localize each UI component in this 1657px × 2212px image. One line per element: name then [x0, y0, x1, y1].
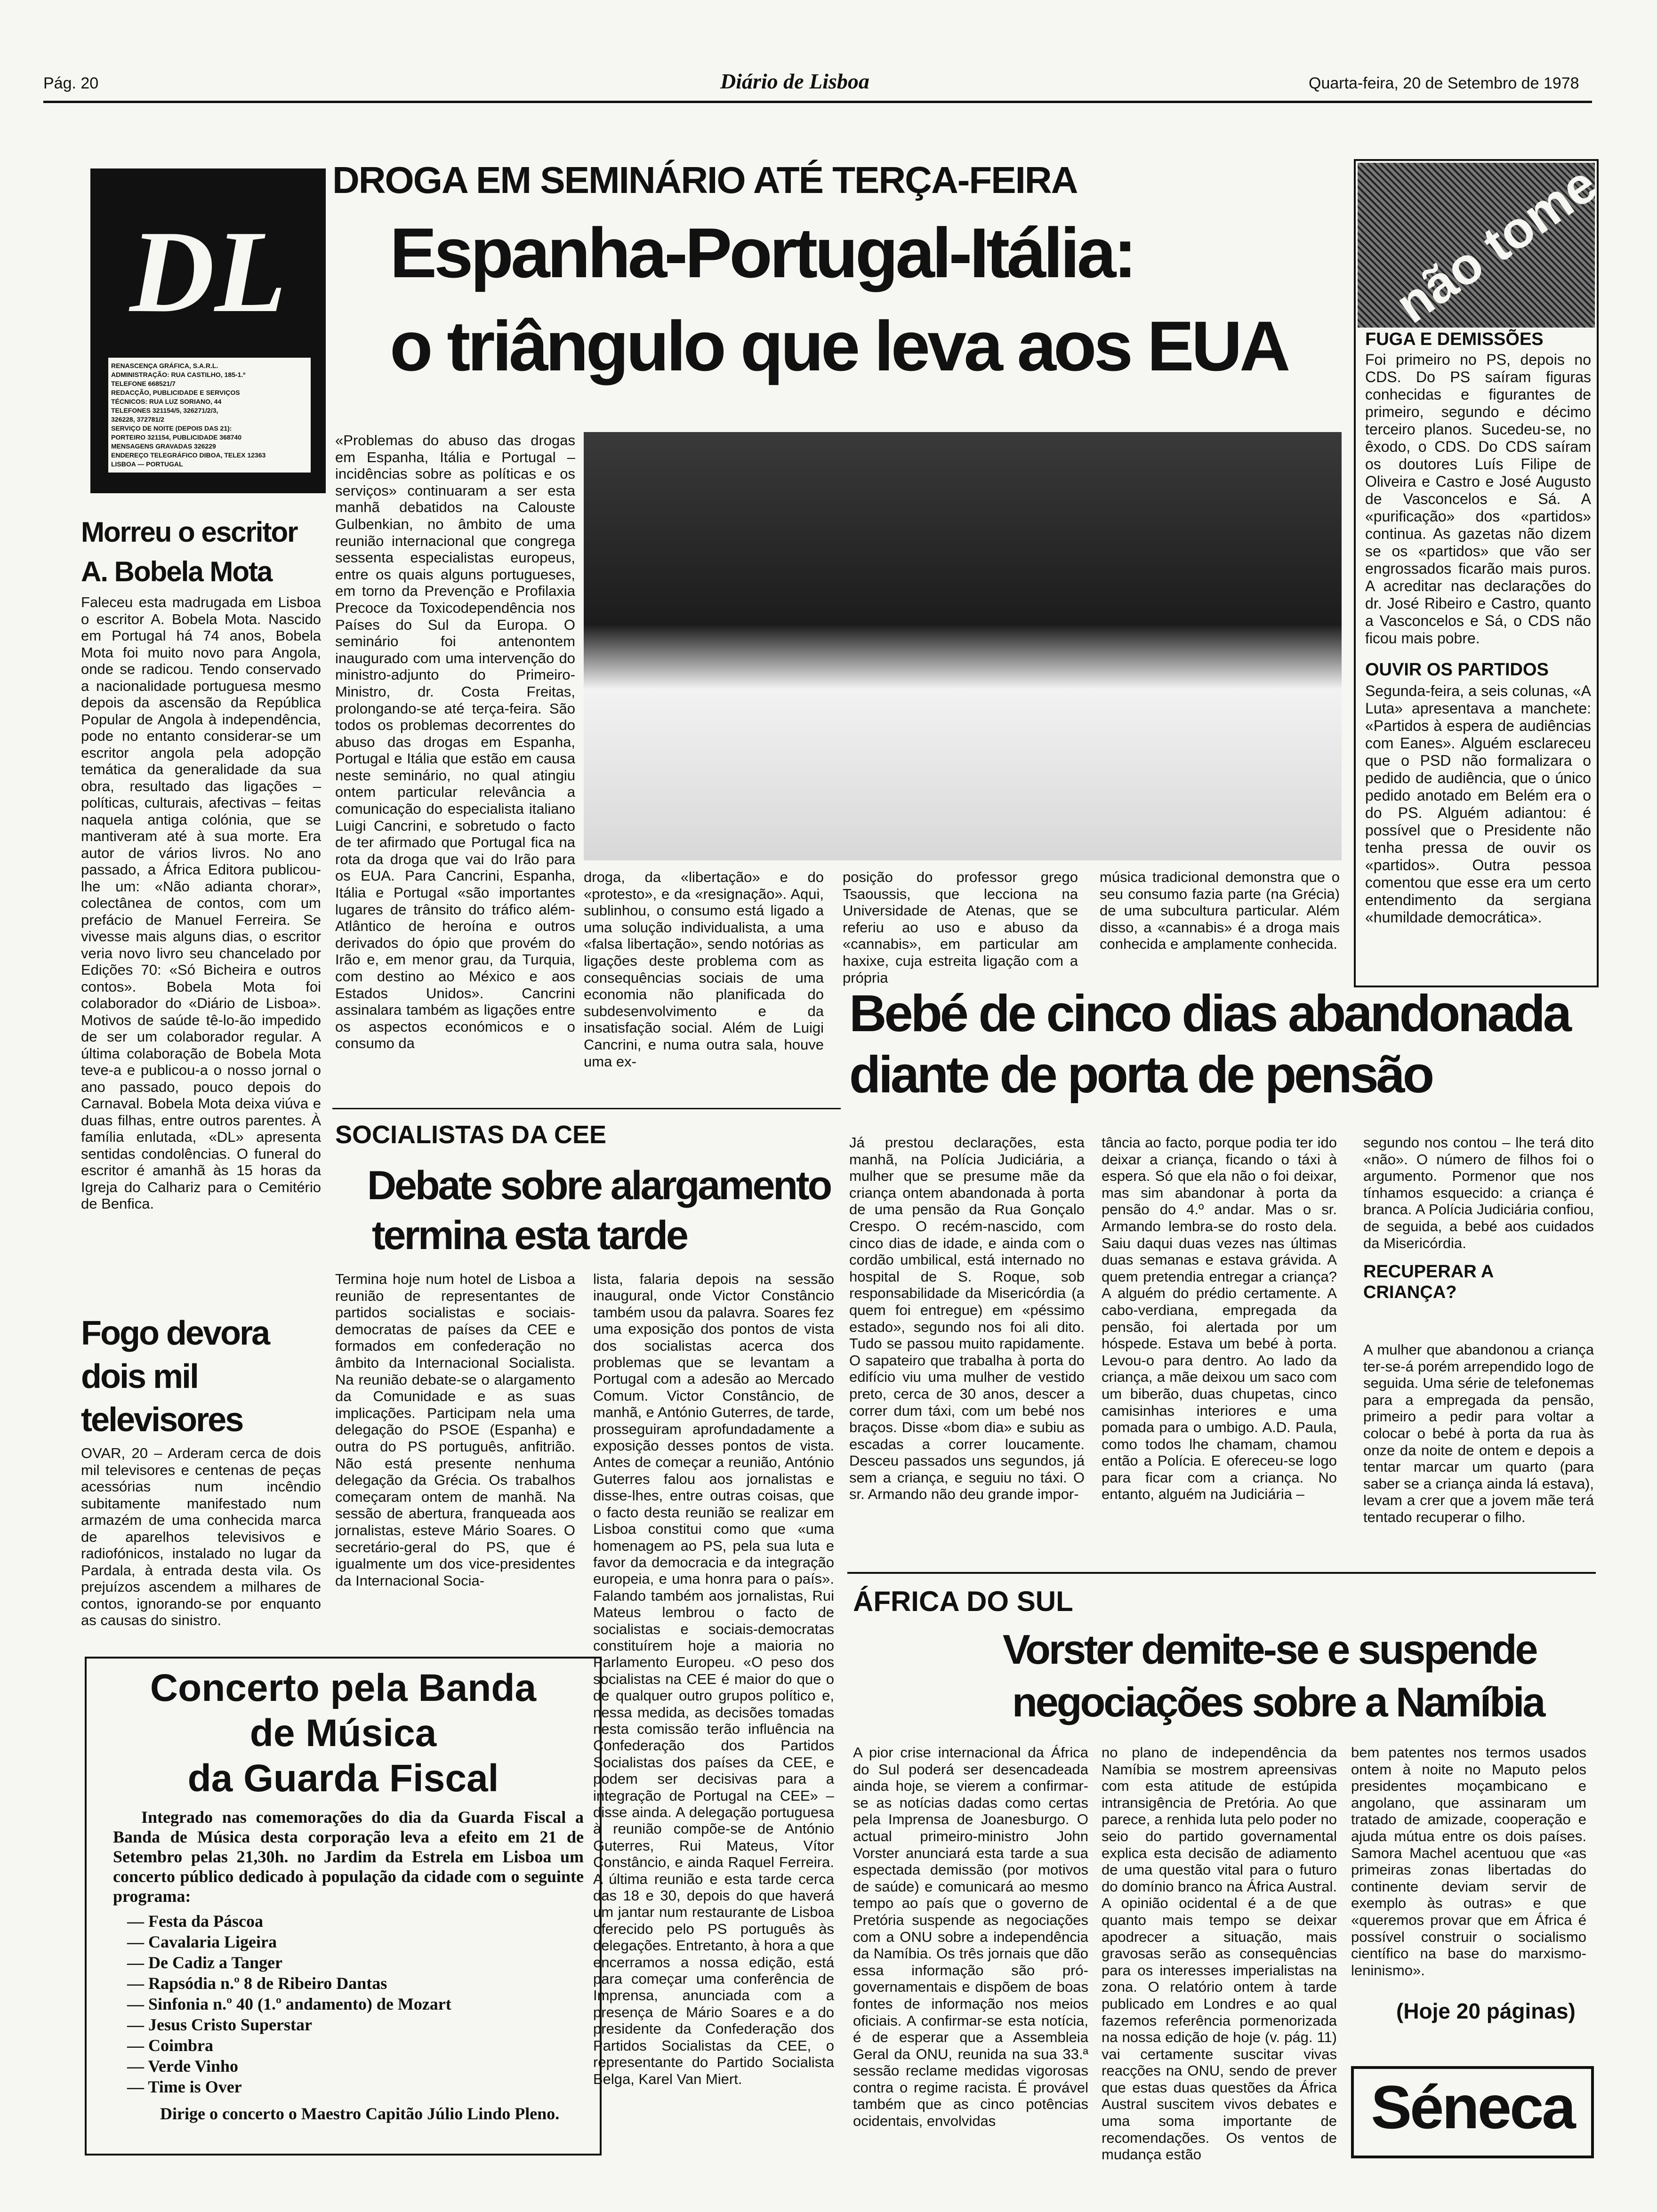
ouvir-heading: OUVIR OS PARTIDOS	[1365, 660, 1549, 680]
lead-col-1: «Problemas do abuso das drogas em Espanha, Itália e Portugal – incidências sobre as políticas e os serviços» continuaram a ser esta manhã debatidos na Calouste Gulbenkian, no âmbito de uma reunião internacional que congrega sessenta especialistas europeus, entre os quais alguns portugueses, em torno da Prevenção e Profilaxia Precoce da Toxicodependência nos Países do Sul da Europa. O seminário foi antenontem inaugurado com uma intervenção do ministro-adjunto do Primeiro-Ministro, dr. Costa Freitas, prolongando-se até terça-feira. São todos os problemas decorrentes do abuso das drogas em Espanha, Portugal e Itália que estão em causa neste seminário, no qual atingiu ontem particular relevância a comunicação do especialista italiano Luigi Cancrini, e sobretudo o facto de ter afirmado que Portugal fica na rota da droga que vai do Irão para os EUA. Para Cancrini, Espanha, Itália e Portugal «são importantes lugares de trânsito do tráfico além-Atlântico de heroína e outros derivados do ópio que provém do Irão e, em menor grau, da Turquia, com destino ao México e aos Estados Unidos». Cancrini assinalara também as ligações entre os aspectos económicos e o consumo da	[335, 432, 575, 1052]
imprint-line: MENSAGENS GRAVADAS 326229	[111, 442, 216, 450]
fuga-text: Foi primeiro no PS, depois no CDS. Do PS saíram figuras conhecidas e figurantes de primeiro, segundo e décimo terceiro planos. Sucedeu-se, no êxodo, o CDS. Do CDS saíram os doutores Luís Filipe de Oliveira e Castro e José Augusto de Vasconcelos e Sá. A «purificação» dos «partidos» continua. As gazetas não dizem se os «partidos» que vão ser engrossados ficarão mais puros. A acreditar nas declarações do dr. José Ribeiro e Castro, quanto a Vasconcelos e Sá, o CDS não ficou mais pobre.	[1365, 351, 1591, 647]
lead-kicker: DROGA EM SEMINÁRIO ATÉ TERÇA-FEIRA	[332, 159, 1078, 201]
dl-logo-letters: DL	[129, 207, 287, 337]
lead-col-2: droga, da «libertação» e do «protesto», e da «resignação». Aqui, sublinhou, o consumo está ligado a uma solução individualista, a uma «falsa libertação», sendo notórias as ligações deste problema com as consequências sociais de uma economia não planificada do subdesenvolvimento e da insatisfação social. Além de Luigi Cancrini, e numa outra sala, houve uma ex-	[584, 869, 824, 1070]
lead-headline-line2: o triângulo que leva aos EUA	[390, 306, 1288, 385]
nao-tome-title: não tome	[1385, 154, 1608, 335]
pages-note: (Hoje 20 páginas)	[1396, 1999, 1576, 2023]
program-item: — Cavalaria Ligeira	[127, 1932, 277, 1951]
nao-tome-banner	[1358, 154, 1608, 335]
imprint-line: PORTEIRO 321154, PUBLICIDADE 368740	[111, 433, 242, 441]
africa-col-1: A pior crise internacional da África do Sul poderá ser desencadeada ainda hoje, se vierem a confirmar-se as notícias dadas como certas pela Imprensa de Joanesburgo. O actual primeiro-ministro John Vorster anunciará esta tarde a sua espectada demissão (por motivos de saúde) e comunicará ao mesmo tempo ao país que o governo de Pretória suspende as negociações com a ONU sobre a independência da Namíbia. Os três jornais que dão essa informação são pró-governamentais e dispõem de boas fontes de informação nos meios oficiais. A confirmar-se esta notícia, é de esperar que a Assembleia Geral da ONU, reunida na sua 33.ª sessão reclame medidas vigorosas contra o regime racista. É provável também que as cinco potências ocidentais, envolvidas	[853, 1744, 1088, 2130]
page-number: Pág. 20	[43, 74, 99, 92]
bebe-col-3: segundo nos contou – lhe terá dito «não». O número de filhos foi o argumento. Pormenor que nos tínhamos esquecido: a criança é branca. A Polícia Judiciária confiou, de seguida, a bebé aos cuidados da Misericórdia.	[1363, 1134, 1594, 1251]
imprint	[108, 358, 311, 473]
lead-col-4: música tradicional demonstra que o seu consumo fazia parte (na Grécia) de uma subcultura particular. Além disso, a «cannabis» é a droga mais conhecida e amplamente conhecida.	[1100, 869, 1340, 953]
bebe-headline-1: Bebé de cinco dias abandonada	[849, 985, 1569, 1042]
program-item: — Time is Over	[127, 2077, 242, 2096]
cee-headline-2: termina esta tarde	[372, 1213, 687, 1258]
issue-date: Quarta-feira, 20 de Setembro de 1978	[1309, 74, 1579, 92]
bebe-headline-2: diante de porta de pensão	[849, 1046, 1432, 1104]
program-item: — De Cadiz a Tanger	[127, 1953, 283, 1972]
seminar-photo	[584, 432, 1342, 860]
fogo-headline-2: dois mil	[81, 1358, 198, 1395]
program-item: — Sinfonia n.º 40 (1.º andamento) de Mozart	[127, 1995, 451, 2013]
cee-headline-1: Debate sobre alargamento	[367, 1163, 831, 1208]
bebe-subhead: RECUPERAR A CRIANÇA?	[1363, 1262, 1493, 1302]
fogo-headline-1: Fogo devora	[81, 1314, 269, 1352]
imprint-line: TÉCNICOS: RUA LUZ SORIANO, 44	[111, 398, 222, 405]
imprint-line: LISBOA — PORTUGAL	[111, 460, 183, 468]
fogo-text: OVAR, 20 – Arderam cerca de dois mil televisores e centenas de peças acessórias num incêndio subitamente manifestado num armazém de uma conhecida marca de aparelhos televisivos e radiofónicos, instalado no lugar da Pardala, à entrada desta vila. Os prejuízos ascendem a milhares de contos, ignorando-se por enquanto as causas do sinistro.	[81, 1445, 321, 1628]
imprint-line: ADMINISTRAÇÃO: RUA CASTILHO, 185-1.º	[111, 371, 246, 378]
obit-headline-1: Morreu o escritor	[81, 516, 298, 548]
concerto-title-1: Concerto pela Banda	[150, 1667, 537, 1709]
cee-col-2: lista, falaria depois na sessão inaugural, onde Victor Constâncio também usou da palavra. Soares fez uma exposição dos pontos de vista dos socialistas acerca dos problemas que se levantam a Portugal com a adesão ao Mercado Comum. Victor Constâncio, de manhã, e António Guterres, de tarde, prosseguiram aprofundadamente a exposição desses pontos de vista. Antes de começar a reunião, António Guterres falou aos jornalistas e disse-lhes, entre outras coisas, que o facto desta reunião se realizar em Lisboa constitui como que «uma homenagem ao PS, pela sua luta e favor da democracia e da integração europeia, e uma honra para o país». Falando também aos jornalistas, Rui Mateus lembrou o facto de socialistas e sociais-democratas constituírem hoje a maioria no Parlamento Europeu. «O peso dos socialistas na CEE é maior do que o de qualquer outro grupos político e, nessa medida, as decisões tomadas nesta comissão terão influência na Confederação dos Partidos Socialistas dos países da CEE, e podem ser decisivas para a integração de Portugal na CEE» – disse ainda. A delegação portuguesa à reunião compõe-se de António Guterres, Rui Mateus, Vítor Constâncio, e ainda Raquel Ferreira. A última reunião e esta tarde cerca das 18 e 30, depois do que haverá um jantar num restaurante de Lisboa oferecido pelo PS português às delegações. Entretanto, à hora a que encerramos a nossa edição, está para começar uma conferência de Imprensa, anunciada com a presença de Mário Soares e a do presidente da Confederação dos Partidos Socialistas da CEE, o representante do Partido Socialista Belga, Karel Van Miert.	[593, 1271, 834, 2087]
program-item: — Festa da Páscoa	[127, 1912, 263, 1931]
imprint-line: TELEFONE 668521/7	[111, 380, 176, 387]
concerto-footer: Dirige o concerto o Maestro Capitão Júlio Lindo Pleno.	[160, 2104, 560, 2123]
cee-col-1: Termina hoje num hotel de Lisboa a reunião de representantes de partidos socialistas e sociais-democratas de países da CEE e formados em confederação no âmbito da Internacional Socialista. Na reunião debate-se o alargamento da Comunidade e as suas implicações. Participam nela uma delegação do PSOE (Espanha) e outra do PS português, anfitrião. Não está presente nenhuma delegação da Grécia. Os trabalhos começaram ontem de manhã. Na sessão de abertura, franqueada aos jornalistas, esteve Mário Soares. O secretário-geral do PS, que é igualmente um dos vice-presidentes da Internacional Socia-	[335, 1271, 575, 1589]
imprint-line: TELEFONES 321154/5, 326271/2/3,	[111, 407, 218, 414]
imprint-line: SERVIÇO DE NOITE (DEPOIS DAS 21):	[111, 425, 232, 432]
lead-col-3: posição do professor grego Tsaoussis, que lecciona na Universidade de Atenas, que se referiu ao uso e abuso da «cannabis», em particular am haxixe, cuja estreita ligação com a própria	[843, 869, 1078, 986]
program-item: — Verde Vinho	[127, 2057, 239, 2076]
ouvir-text: Segunda-feira, a seis colunas, «A Luta» apresentava a manchete: «Partidos à espera de audiências com Eanes». Alguém esclareceu que o PSD não formalizara o pedido de audiência, que o único pedido anotado em Belém era o do PS. Alguém adiantou: é possível que o Presidente não tenha pressa de ouvir os «partidos». Outra pessoa comentou que esse era um certo entendimento da sergiana «humildade democrática».	[1365, 682, 1591, 926]
bebe-bottom-rule	[847, 1572, 1596, 1574]
africa-col-3: bem patentes nos termos usados ontem à noite no Maputo pelos presidentes moçambicano e angolano, que assinaram um tratado de amizade, cooperação e ajuda mútua entre os dois países. Samora Machel acentuou que «as primeiras zonas libertadas do continente deviam servir de exemplo às outras» e que «queremos provar que em África é possível construir o socialismo científico na base do marxismo-leninismo».	[1351, 1744, 1586, 1979]
concerto-title-3: da Guarda Fiscal	[187, 1757, 499, 1800]
masthead-rule	[43, 101, 1592, 103]
africa-col-2: no plano de independência da Namíbia se mostrem apreensivas com esta atitude de estúpida intransigência de Pretória. Ao que parece, a renhida luta pelo poder no seio do partido governamental explica esta decisão de adiamento de uma questão vital para o futuro do domínio branco na África Austral. A opinião ocidental é a de que quanto mais tempo se deixar apodrecer a situação, mais gravosas serão as consequências para os interesses imperialistas na zona. O relatório ontem à tarde publicado em Londres e ao qual fazemos referência pormenorizada na nossa edição de hoje (v. pág. 11) vai certamente suscitar vivas reacções na ONU, sendo de prever que estas duas questões da África Austral suscitem vivos debates e uma soma importante de recomendações. Os ventos de mudança estão	[1102, 1744, 1337, 2163]
program-item: — Jesus Cristo Superstar	[127, 2015, 312, 2034]
imprint-line: REDACÇÃO, PUBLICIDADE E SERVIÇOS	[111, 389, 240, 396]
concerto-title-2: de Música	[249, 1712, 437, 1755]
africa-headline-1: Vorster demite-se e suspende	[1003, 1626, 1536, 1673]
newspaper-title: Diário de Lisboa	[720, 69, 869, 93]
dl-logo-box	[90, 168, 326, 493]
cee-kicker: SOCIALISTAS DA CEE	[335, 1121, 607, 1149]
bebe-col-1: Já prestou declarações, esta manhã, na Polícia Judiciária, a mulher que se presume mãe da criança ontem abandonada à porta de uma pensão da Rua Gonçalo Crespo. O recém-nascido, com cinco dias de idade, e ainda com o cordão umbilical, está internado no hospital de S. Roque, sob responsabilidade da Misericórdia (a quem foi entregue) em «péssimo estado», segundo nos foi ali dito. Tudo se passou muito rapidamente. O sapateiro que trabalha à porta do edifício viu uma mulher de vestido preto, cerca de 30 anos, descer a correr dum táxi, com um bebé nos braços. Disse «bom dia» e subiu as escadas a correr loucamente. Desceu passados uns segundos, já sem a criança, e seguiu no táxi. O sr. Armando não deu grande impor-	[849, 1134, 1085, 1503]
bebe-col-3b: A mulher que abandonou a criança ter-se-á porém arrependido logo de seguida. Uma série de telefonemas para a empregada da pensão, primeiro a pedir para voltar a colocar o bebé à porta da rua às onze da noite de ontem e depois a tentar marcar um quarto (para saber se a criança ainda lá estava), levam a crer que a jovem mãe terá tentado recuperar o filho.	[1363, 1341, 1594, 1525]
concerto-intro: Integrado nas comemorações do dia da Guarda Fiscal a Banda de Música desta corporação leva a efeito em 21 de Setembro pelas 21,30h. no Jardim da Estrela em Lisboa um concerto público dedicado à população da cidade com o seguinte programa:	[113, 1808, 584, 1906]
fogo-headline-3: televisores	[81, 1401, 243, 1439]
imprint-line: RENASCENÇA GRÁFICA, S.A.R.L.	[111, 362, 218, 369]
fuga-heading: FUGA E DEMISSÕES	[1365, 329, 1544, 349]
program-item: — Coimbra	[127, 2036, 213, 2055]
concerto-program	[127, 1911, 588, 2097]
obit-headline-2: A. Bobela Mota	[81, 556, 272, 587]
lead-headline-line1: Espanha-Portugal-Itália:	[390, 213, 1134, 292]
africa-kicker: ÁFRICA DO SUL	[853, 1586, 1073, 1617]
imprint-line: 326228, 372781/2	[111, 416, 164, 423]
africa-headline-2: negociações sobre a Namíbia	[1012, 1679, 1544, 1725]
lead-bottom-rule	[332, 1108, 841, 1109]
seneca-ad-text: Séneca	[1371, 2073, 1574, 2141]
imprint-line: ENDEREÇO TELEGRÁFICO DIBOA, TELEX 12363	[111, 451, 266, 459]
program-item: — Rapsódia n.º 8 de Ribeiro Dantas	[127, 1974, 387, 1993]
obit-text: Faleceu esta madrugada em Lisboa o escritor A. Bobela Mota. Nascido em Portugal há 74 anos, Bobela Mota foi muito novo para Angola, onde se radicou. Tendo conservado a nacionalidade portuguesa mesmo depois da ascensão da República Popular de Angola à independência, pode no entanto considerar-se um escritor angola pela adopção temática da generalidade da sua obra, resultado das ligações – políticas, culturais, afectivas – feitas naquela antiga colónia, que se mantiveram até à sua morte. Era autor de vários livros. No ano passado, a África Editora publicou-lhe um: «Não adianta chorar», colectânea de contos, com um prefácio de Manuel Ferreira. Se vivesse mais alguns dias, o escritor veria novo livro seu chancelado por Edições 70: «Só Bicheira e outros contos». Bobela Mota foi colaborador do «Diário de Lisboa». Motivos de saúde tê-lo-ão impedido de ser um colaborador regular. A última colaboração de Bobela Mota teve-a e publicou-a o nosso jornal o ano passado, pouco depois do Carnaval. Bobela Mota deixa viúva e duas filhas, entre outros parentes. À família enlutada, «DL» apresenta sentidas condolências. O funeral do escritor é amanhã às 15 horas da Igreja do Calhariz para o Cemitério de Benfica.	[81, 594, 321, 1212]
bebe-col-2: tância ao facto, porque podia ter ido deixar a criança, ficando o táxi à espera. Só que ela não o foi deixar, mas sim abandonar à porta da pensão do 4.º andar. Mas o sr. Armando lembra-se do rosto dela. Saiu daqui duas vezes nas últimas duas semanas e estava grávida. A quem pretendia entregar a criança? A alguém do prédio certamente. A cabo-verdiana, empregada da pensão, foi alertada por um hóspede. Estava um bebé à porta. Levou-o para dentro. Ao lado da criança, a mãe deixou um saco com um biberão, duas chupetas, cinco camisinhas interiores e uma pomada para o umbigo. A.D. Paula, como todos lhe chamam, chamou então a Polícia. E ofereceu-se logo para ficar com a criança. No entanto, alguém na Judiciária –	[1102, 1134, 1337, 1503]
